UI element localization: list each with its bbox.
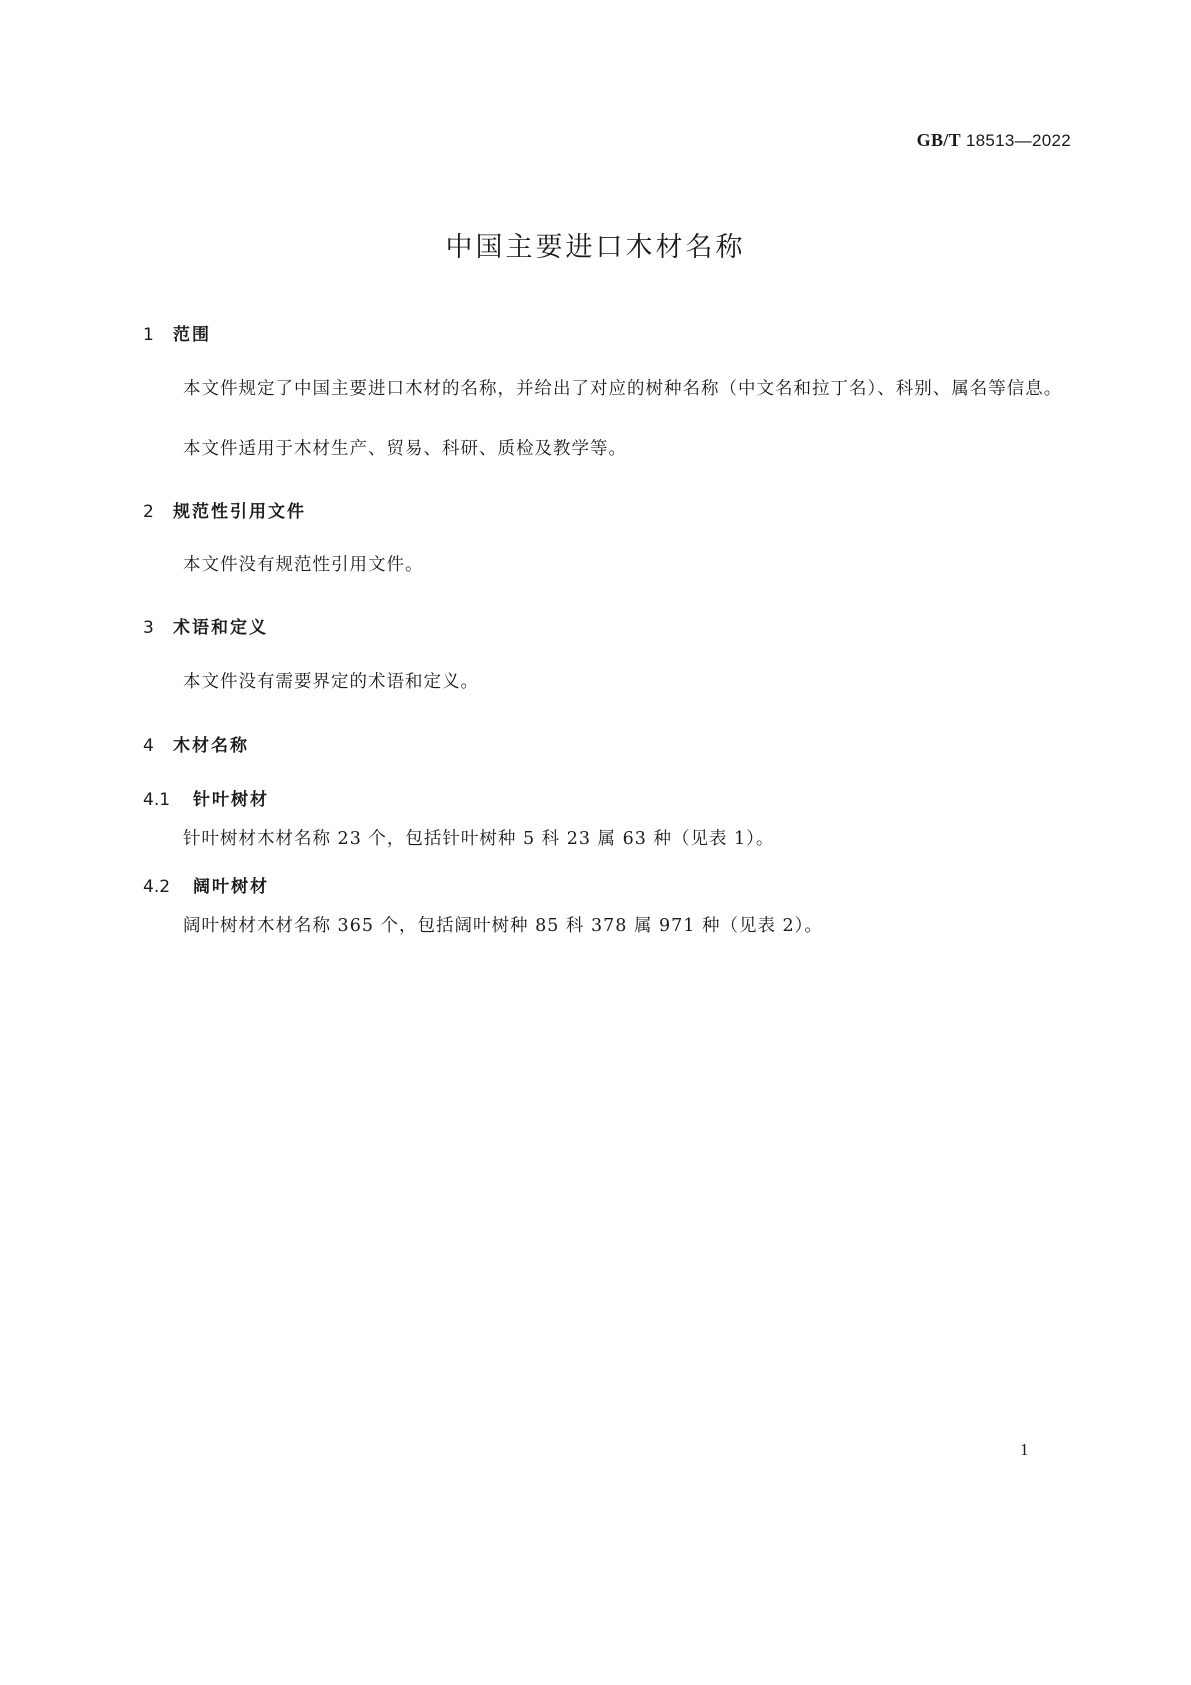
paragraph-hardwood: 阔叶树材木材名称 365 个，包括阔叶树种 85 科 378 属 971 种（见表 2）。 (183, 916, 823, 936)
paragraph-softwood: 针叶树材木材名称 23 个，包括针叶树种 5 科 23 属 63 种（见表 1）。 (183, 829, 775, 849)
paragraph-terms: 本文件没有需要界定的术语和定义。 (183, 672, 479, 692)
subsection-heading-hardwood (143, 872, 269, 897)
section-title: 木材名称 (173, 736, 249, 756)
section-heading-terms (143, 613, 268, 638)
subsection-number: 4.2 (143, 877, 171, 897)
section-number: 3 (143, 618, 156, 638)
subsection-heading-softwood (143, 785, 269, 810)
standard-number: 18513—2022 (965, 131, 1071, 150)
standard-code (917, 130, 1071, 151)
section-title: 术语和定义 (173, 618, 268, 638)
section-number: 4 (143, 736, 156, 756)
document-title: 中国主要进口木材名称 (445, 232, 746, 263)
section-title: 范围 (173, 325, 211, 345)
section-title: 规范性引用文件 (173, 502, 306, 522)
paragraph-scope-1: 本文件规定了中国主要进口木材的名称，并给出了对应的树种名称（中文名和拉丁名）、科别、属名等信息。 (183, 379, 1063, 399)
section-heading-normative-references (143, 497, 306, 522)
section-heading-wood-names (143, 731, 249, 756)
section-number: 1 (143, 325, 156, 345)
section-heading-scope (143, 320, 211, 345)
subsection-number: 4.1 (143, 790, 171, 810)
section-number: 2 (143, 502, 156, 522)
paragraph-scope-2: 本文件适用于木材生产、贸易、科研、质检及教学等。 (183, 439, 627, 459)
standard-prefix: GB/T (916, 130, 961, 150)
subsection-title: 针叶树材 (193, 790, 269, 810)
page-number: 1 (1020, 1440, 1029, 1459)
subsection-title: 阔叶树材 (193, 877, 269, 897)
paragraph-normative-references: 本文件没有规范性引用文件。 (183, 555, 424, 575)
